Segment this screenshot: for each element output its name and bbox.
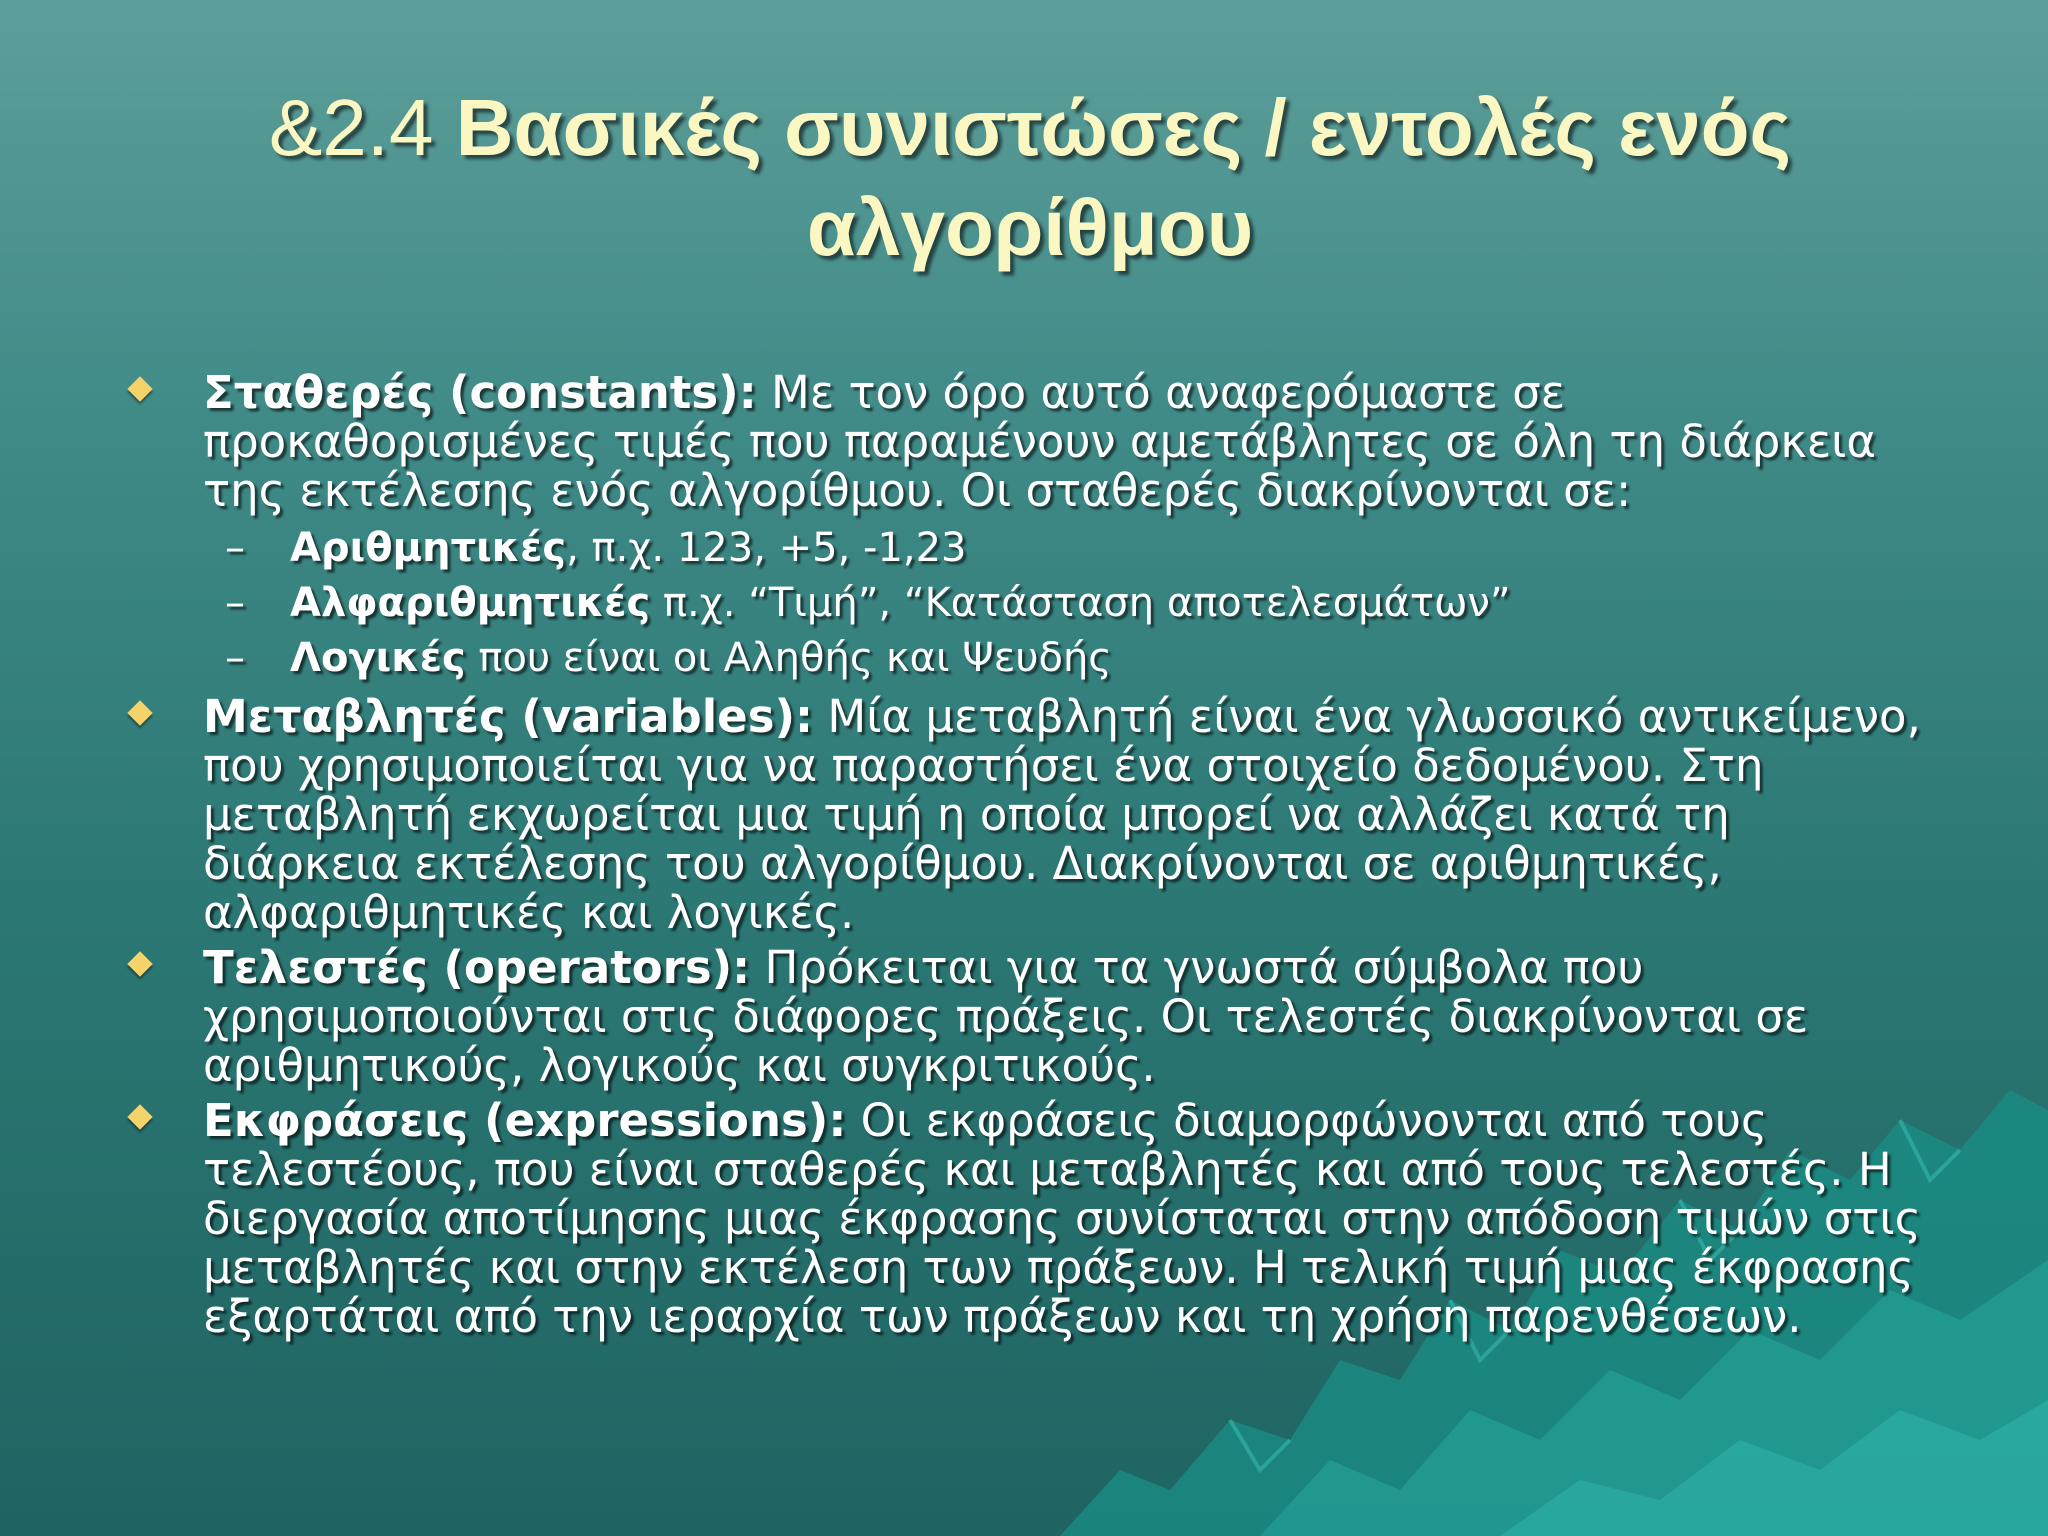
diamond-bullet-icon: [127, 376, 152, 401]
diamond-bullet-icon: [127, 700, 152, 725]
slide-title: [150, 78, 1910, 278]
bullet-text: Οι εκφράσεις διαμορφώνονται από τους τελεστέους, που είναι σταθερές και μεταβλητές και από τους τελεστές. Η διεργασία αποτίμησης μιας έκφρασης συνίσταται στην απόδοση τιμών στις μεταβλητές και στην εκτέλεση των πράξεων. Η τελική τιμή μιας έκφρασης εξαρτάται από την ιεραρχία των πράξεων και τη χρήση παρενθέσεων.: [203, 1094, 1921, 1343]
bullet-item-variables: [125, 692, 1925, 937]
sub-list: [203, 521, 1925, 686]
bullet-item-operators: [125, 943, 1925, 1090]
bullet-item-expressions: [125, 1096, 1925, 1341]
sub-term: Λογικές: [290, 635, 466, 681]
dash-icon: –: [225, 580, 245, 626]
sub-term: Αριθμητικές: [290, 525, 567, 571]
bullet-term: Εκφράσεις (expressions):: [203, 1094, 847, 1147]
bullet-text: Με τον όρο αυτό αναφερόμαστε σε προκαθορισμένες τιμές που παραμένουν αμετάβλητες σε όλη τη διάρκεια της εκτέλεσης ενός αλγορίθμου. Οι σταθερές διακρίνονται σε:: [203, 366, 1877, 517]
bullet-term: Τελεστές (operators):: [203, 941, 751, 994]
dash-icon: –: [225, 635, 245, 681]
bullet-term: Μεταβλητές (variables):: [203, 690, 814, 743]
bullet-text: Μία μεταβλητή είναι ένα γλωσσικό αντικείμενο, που χρησιμοποιείται για να παραστήσει ένα στοιχείο δεδομένου. Στη μεταβλητή εκχωρείται μια τιμή η οποία μπορεί να αλλάζει κατά τη διάρκεια εκτέλεσης του αλγορίθμου. Διακρίνονται σε αριθμητικές, αλφαριθμητικές και λογικές.: [203, 690, 1921, 939]
sub-item-numeric: [203, 521, 1925, 576]
bullet-item-constants: [125, 368, 1925, 686]
sub-term: Αλφαριθμητικές: [290, 580, 651, 626]
bullet-list: [125, 368, 1925, 1347]
bullet-text: Πρόκειται για τα γνωστά σύμβολα που χρησιμοποιούνται στις διάφορες πράξεις. Οι τελεστές διακρίνονται σε αριθμητικούς, λογικούς και συγκριτικούς.: [203, 941, 1809, 1092]
title-line-1: Βασικές συνιστώσες / εντολές ενός: [455, 83, 1792, 172]
dash-icon: –: [225, 525, 245, 571]
diamond-bullet-icon: [127, 951, 152, 976]
sub-item-logical: [203, 631, 1925, 686]
sub-text: π.χ. “Τιμή”, “Κατάσταση αποτελεσμάτων”: [650, 580, 1511, 626]
diamond-bullet-icon: [127, 1104, 152, 1129]
sub-text: , π.χ. 123, +5, -1,23: [566, 525, 967, 571]
sub-item-alphanumeric: [203, 576, 1925, 631]
title-line-2: αλγορίθμου: [806, 183, 1254, 272]
bullet-term: Σταθερές (constants):: [203, 366, 757, 419]
sub-text: που είναι οι Αληθής και Ψευδής: [465, 635, 1112, 681]
section-number: &2.4: [268, 83, 434, 172]
